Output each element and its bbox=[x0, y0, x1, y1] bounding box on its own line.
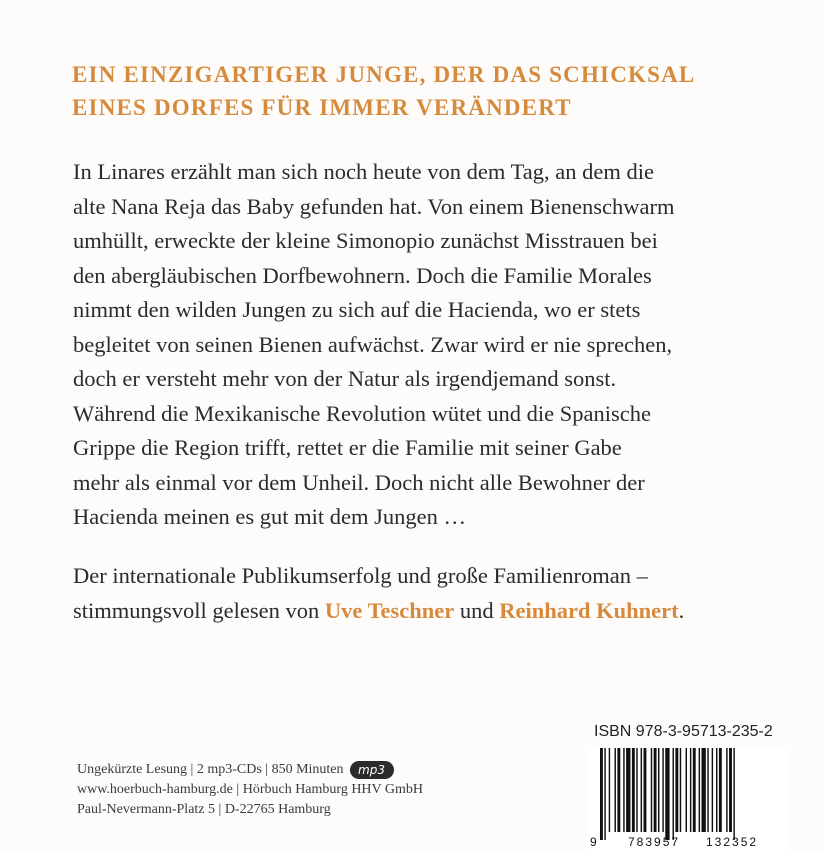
isbn-label: ISBN 978-3-95713-235-2 bbox=[594, 723, 773, 740]
barcode-bar bbox=[719, 748, 722, 832]
barcode-bar bbox=[726, 748, 727, 832]
headline-line-2: EINES DORFES FÜR IMMER VERÄNDERT bbox=[72, 95, 572, 120]
synopsis-line: doch er versteht mehr von der Natur als irgendjemand sonst. bbox=[73, 366, 617, 391]
barcode-bar bbox=[626, 748, 630, 832]
barcode-bar bbox=[716, 748, 717, 832]
barcode-bar bbox=[702, 748, 706, 832]
synopsis-line: umhüllt, erweckte der kleine Simonopio zunächst Misstrauen bei bbox=[73, 228, 658, 253]
synopsis-line: nimmt den wilden Jungen zu sich auf die Hacienda, wo er stets bbox=[73, 297, 641, 322]
publisher-web: www.hoerbuch-hamburg.de | Hörbuch Hamburg HHV GmbH bbox=[77, 782, 424, 797]
barcode-bar bbox=[690, 748, 691, 832]
barcode-bar bbox=[654, 748, 657, 832]
barcode-bar bbox=[644, 748, 647, 832]
barcode-bar bbox=[651, 748, 652, 832]
barcode-bar bbox=[680, 748, 681, 832]
barcode-bar bbox=[615, 748, 616, 832]
reader-name-2: Reinhard Kuhnert bbox=[499, 598, 679, 623]
barcode-bar bbox=[617, 748, 620, 832]
publisher-address: Paul-Nevermann-Platz 5 | D-22765 Hamburg bbox=[77, 802, 331, 817]
barcode-bar bbox=[675, 748, 678, 832]
footer-line-1 bbox=[77, 760, 517, 780]
barcode-bar bbox=[699, 748, 700, 832]
barcode-bar bbox=[673, 748, 674, 840]
barcode-bar bbox=[623, 748, 624, 832]
credits bbox=[73, 558, 793, 628]
synopsis-line: Grippe die Region trifft, rettet er die Familie mit seiner Gabe bbox=[73, 435, 622, 460]
barcode-bar bbox=[636, 748, 637, 832]
barcode-digit-first: 9 bbox=[590, 835, 597, 849]
synopsis-line: den abergläubischen Dorfbewohnern. Doch die Familie Morales bbox=[73, 262, 652, 288]
synopsis-line: In Linares erzählt man sich noch heute von dem Tag, an dem die bbox=[73, 159, 654, 184]
edition-info: Ungekürzte Lesung | 2 mp3-CDs | 850 Minuten bbox=[77, 762, 344, 777]
credits-line-1: Der internationale Publikumserfolg und große Familienroman – bbox=[73, 563, 648, 588]
barcode-bar bbox=[641, 748, 642, 832]
barcode-bar bbox=[729, 748, 732, 832]
credits-prefix: stimmungsvoll gelesen von bbox=[73, 598, 320, 623]
synopsis-line: Hacienda meinen es gut mit dem Jungen … bbox=[73, 504, 467, 529]
publisher-info bbox=[77, 760, 517, 820]
barcode-bar bbox=[665, 748, 669, 840]
reader-name-1: Uve Teschner bbox=[324, 598, 455, 623]
synopsis-line: Während die Mexikanische Revolution wütet und die Spanische bbox=[73, 400, 651, 426]
barcode-bar bbox=[707, 748, 708, 832]
barcode-digits-left: 783957 bbox=[628, 835, 681, 849]
barcode-bar bbox=[604, 748, 605, 840]
barcode-bar bbox=[658, 748, 659, 832]
barcode-bar bbox=[600, 748, 603, 840]
mp3-logo-icon: mp3 bbox=[350, 761, 394, 779]
barcode-icon bbox=[588, 748, 788, 850]
barcode-bar bbox=[609, 748, 610, 832]
barcode-bar bbox=[632, 748, 635, 832]
synopsis-line: mehr als einmal vor dem Unheil. Doch nicht alle Bewohner der bbox=[73, 469, 645, 495]
barcode-bar bbox=[712, 748, 713, 832]
credits-line-2 bbox=[73, 593, 793, 628]
barcode-bar bbox=[733, 748, 734, 840]
barcode-bar bbox=[662, 748, 663, 832]
isbn-block bbox=[588, 722, 788, 850]
barcode-digits-right: 132352 bbox=[706, 835, 759, 849]
synopsis-line: begleitet von seinen Bienen aufwächst. Zwar wird er nie sprechen, bbox=[73, 331, 673, 357]
barcode-bar bbox=[686, 748, 687, 832]
barcode-bar bbox=[693, 748, 696, 832]
credits-conjunction: und bbox=[459, 598, 494, 623]
synopsis-line: alte Nana Reja das Baby gefunden hat. Von einem Bienenschwarm bbox=[73, 193, 675, 219]
headline bbox=[72, 58, 772, 124]
synopsis bbox=[73, 155, 793, 535]
credits-end: . bbox=[678, 598, 685, 623]
headline-line-1: EIN EINZIGARTIGER JUNGE, DER DAS SCHICKSAL bbox=[72, 62, 696, 87]
